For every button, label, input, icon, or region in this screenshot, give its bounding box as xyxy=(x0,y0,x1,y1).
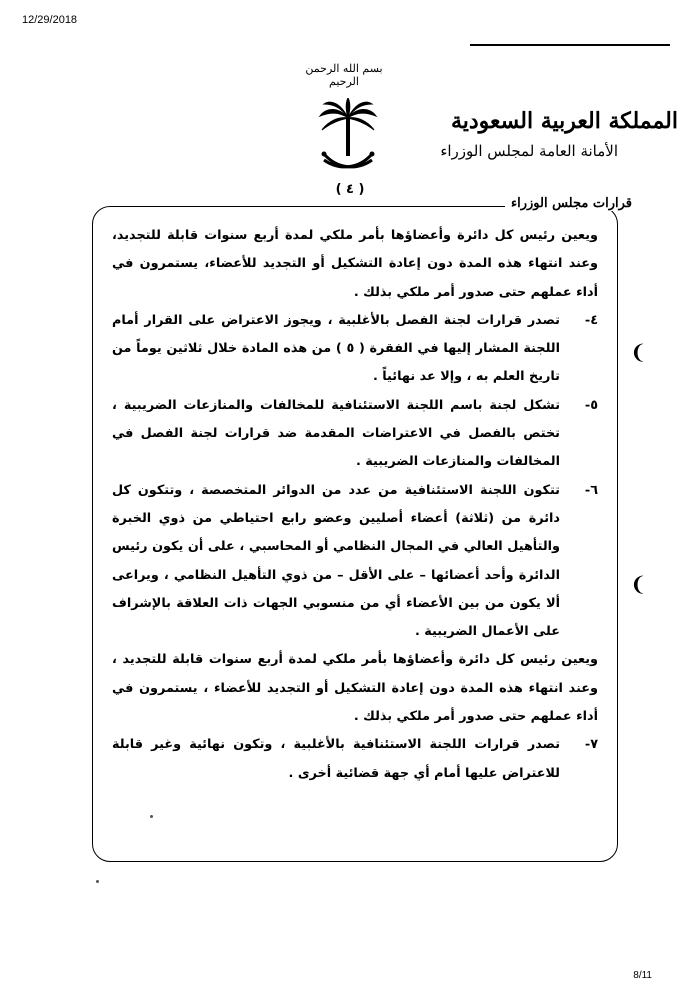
item-number: ٥- xyxy=(584,397,598,413)
item-number: ٦- xyxy=(584,482,598,498)
continuation-paragraph: ويعين رئيس كل دائرة وأعضاؤها بأمر ملكي لمدة أربع سنوات قابلة للتجديد ، وعند انتهاء هذه المدة دون إعادة التشكيل أو التجديد للأعضاء ، يستمرون في أداء عملهم حتى صدور أمر ملكي بذلك . xyxy=(112,652,598,725)
scan-speck xyxy=(150,815,153,818)
item-text: تتكون اللجنة الاستئنافية من عدد من الدوائر المتخصصة ، وتتكون كل دائرة من (ثلاثة) أعضاء أصليين وعضو رابع احتياطي من ذوي الخبرة والتأهيل العالي في المجال النظامي أو المحاسبي ، على أن يكون رئيس الدائرة وأحد أعضائها – على الأقل – من ذوي التأهيل النظامي ، ويراعى ألا يكون من بين الأعضاء أي من منسوبي الجهات ذات العلاقة بالإشراف على الأعمال الضريبية . xyxy=(112,482,560,640)
item-text: تصدر قرارات لجنة الفصل بالأغلبية ، ويجوز الاعتراض على القرار أمام اللجنة المشار إليها في الفقرة ( ٥ ) من هذه المادة خلال ثلاثين يوماً من تاريخ العلم به ، وإلا عد نهائياً . xyxy=(112,312,560,385)
item-number: ٤- xyxy=(584,312,598,328)
saudi-emblem-palm-swords-icon xyxy=(318,98,378,178)
page-number: ( ٤ ) xyxy=(335,182,365,197)
country-name: المملكة العربية السعودية xyxy=(450,108,678,134)
intro-paragraph: ويعين رئيس كل دائرة وأعضاؤها بأمر ملكي لمدة أربع سنوات قابلة للتجديد، وعند انتهاء هذه المدة دون إعادة التشكيل أو التجديد للأعضاء، يستمرون في أداء عملهم حتى صدور أمر ملكي بذلك . xyxy=(112,228,598,300)
item-number: ٧- xyxy=(584,737,598,753)
scan-speck xyxy=(96,880,99,883)
hole-punch-mark: ❨ xyxy=(630,572,647,596)
item-text: تصدر قرارات اللجنة الاستئنافية بالأغلبية ، وتكون نهائية وغير قابلة للاعتراض عليها أمام أي جهة قضائية أخرى . xyxy=(112,737,560,781)
document-body xyxy=(112,222,598,788)
list-item xyxy=(112,477,598,647)
authority-name: الأمانة العامة لمجلس الوزراء xyxy=(440,142,618,160)
list-item xyxy=(112,731,598,788)
print-date: 12/29/2018 xyxy=(22,14,78,26)
item-text: تشكل لجنة باسم اللجنة الاستئنافية للمخالفات والمنازعات الضريبية ، تختص بالفصل في الاعتراضات المقدمة ضد قرارات لجنة الفصل في المخالفات والمنازعات الضريبية . xyxy=(112,397,560,470)
basmala: بسم الله الرحمن الرحيم xyxy=(305,62,383,88)
hole-punch-mark: ❨ xyxy=(630,340,647,364)
list-item xyxy=(112,392,598,477)
header-rule xyxy=(470,44,670,46)
list-item xyxy=(112,307,598,392)
section-tab-label: قرارات مجلس الوزراء xyxy=(505,196,638,211)
print-page-counter: 8/11 xyxy=(633,970,652,981)
letterhead-ministry xyxy=(418,108,678,160)
